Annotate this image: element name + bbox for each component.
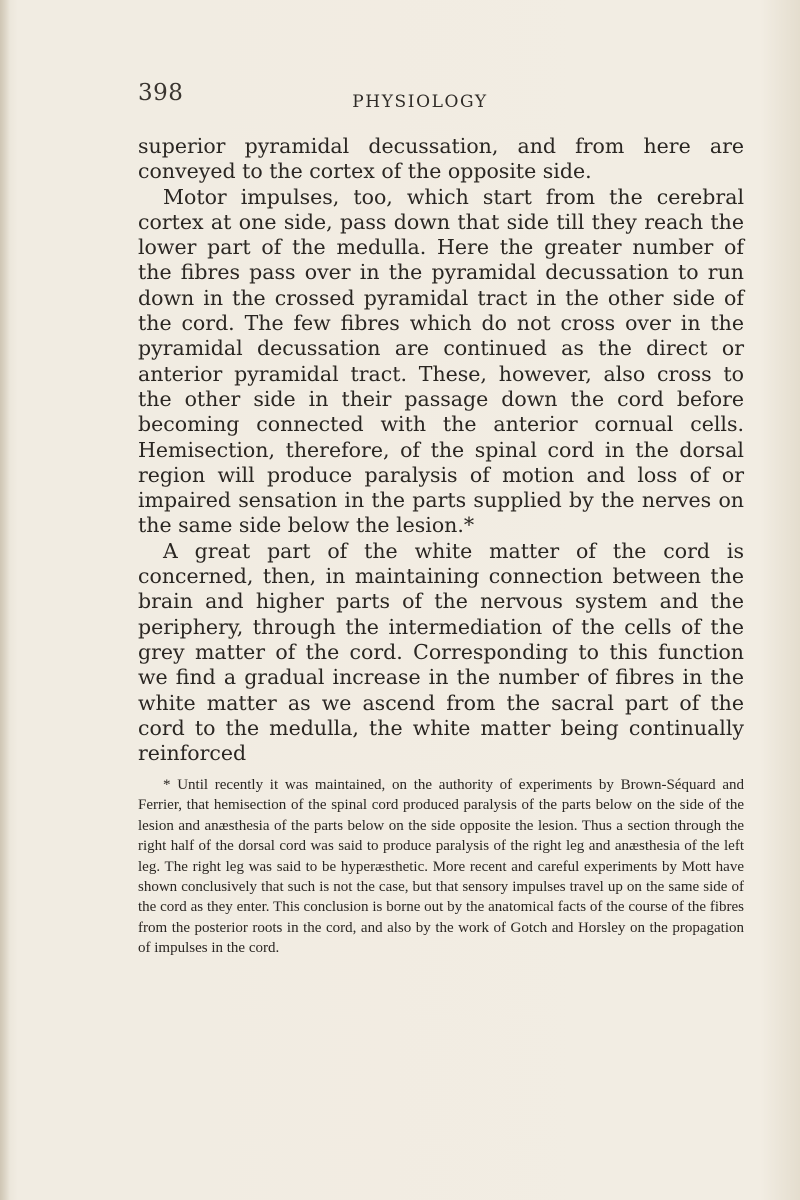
footnote bbox=[138, 775, 744, 959]
spine-shadow bbox=[0, 0, 10, 1200]
footnote-text: * Until recently it was maintained, on the authority of experiments by Brown-Séquard and Ferrier, that hemisection of the spinal cord produced paralysis of the parts below on the side of the lesion and anæsthesia of the parts below on the side opposite the lesion. Thus a section through the right half of the dorsal cord was said to produce paralysis of the right leg and anæsthesia of the left leg. The right leg was said to be hyperæsthetic. More recent and careful experiments by Mott have shown conclusively that such is not the case, but that sensory impulses travel up on the same side of the cord as they enter. This conclusion is borne out by the anatomical facts of the course of the fibres from the posterior roots in the cord, and also by the work of Gotch and Horsley on the propagation of impulses in the cord. bbox=[138, 777, 744, 957]
paragraph-motor-impulses: Motor impulses, too, which start from the cerebral cortex at one side, pass down that side till they reach the lower part of the medulla. Here the greater number of the fibres pass over in the pyramidal decussation to run down in the crossed pyramidal tract in the other side of the cord. The few fibres which do not cross over in the pyramidal decussation are continued as the direct or anterior pyramidal tract. These, however, also cross to the other side in their passage down the cord before becoming connected with the anterior cornual cells. Hemisection, therefore, of the spinal cord in the dorsal region will produce paralysis of motion and loss of or impaired sensation in the parts supplied by the nerves on the same side below the lesion.* bbox=[138, 184, 744, 538]
page-number: 398 bbox=[138, 80, 184, 106]
body-text bbox=[138, 134, 744, 766]
paragraph-white-matter: A great part of the white matter of the cord is concerned, then, in maintaining connection between the brain and higher parts of the nervous system and the periphery, through the intermediation of the cells of the grey matter of the cord. Corresponding to this function we find a gradual increase in the number of fibres in the white matter as we ascend from the sacral part of the cord to the medulla, the white matter being continually reinforced bbox=[138, 538, 744, 766]
paragraph-continued: superior pyramidal decussation, and from here are conveyed to the cortex of the opposite side. bbox=[138, 134, 744, 184]
running-head: PHYSIOLOGY bbox=[352, 92, 488, 112]
